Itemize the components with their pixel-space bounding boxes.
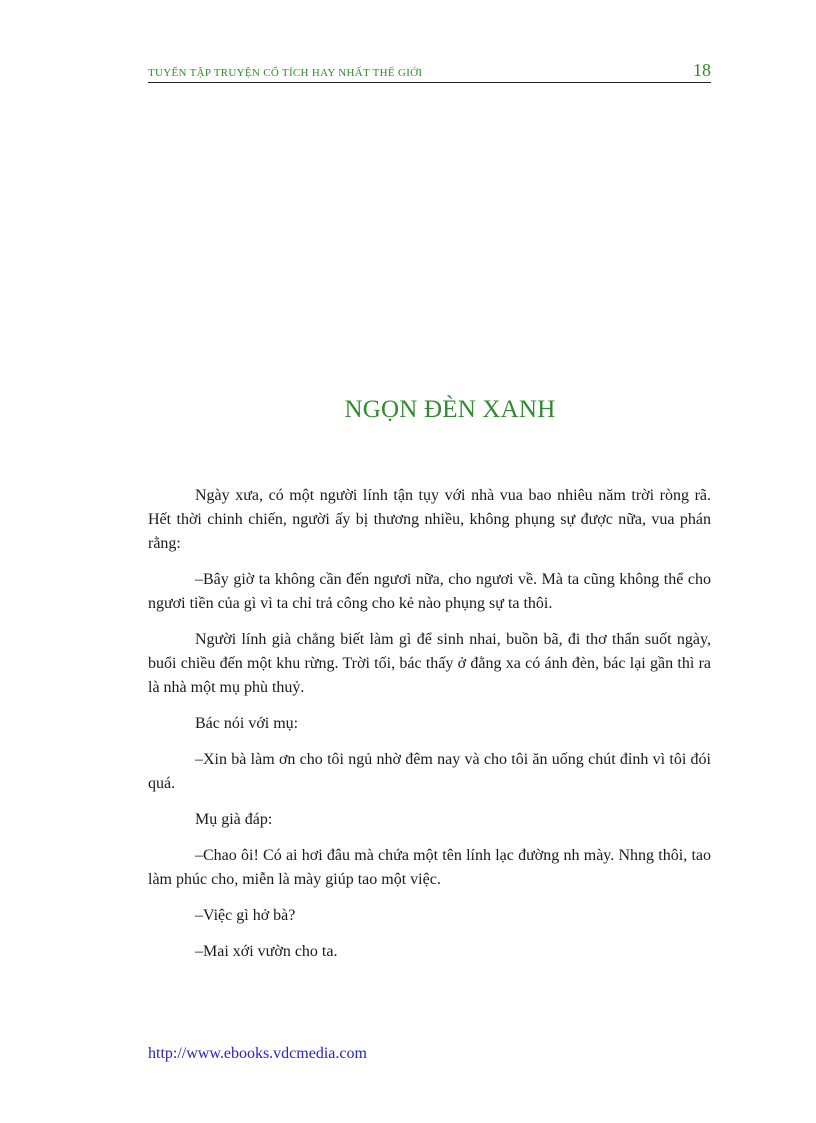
story-body (148, 484, 711, 976)
paragraph: Ngày xưa, có một người lính tận tụy với nhà vua bao nhiêu năm trời ròng rã. Hết thời chinh chiến, người ấy bị thương nhiều, không phụng sự được nữa, vua phán rằng: (148, 487, 711, 552)
paragraph: –Chao ôi! Có ai hơi đâu mà chứa một tên lính lạc đường nh mày. Nhng thôi, tao làm phúc cho, miễn là mày giúp tao một việc. (148, 847, 711, 888)
paragraph: –Việc gì hở bà? (195, 907, 296, 924)
story-title: NGỌN ĐÈN XANH (344, 396, 556, 423)
paragraph: –Xin bà làm ơn cho tôi ngủ nhờ đêm nay và cho tôi ăn uống chút đỉnh vì tôi đói quá. (148, 751, 711, 792)
paragraph: Bác nói với mụ: (195, 715, 299, 732)
paragraph: Người lính già chẳng biết làm gì để sinh nhai, buồn bã, đi thơ thẩn suốt ngày, buổi chiều đến một khu rừng. Trời tối, bác thấy ở đằng xa có ánh đèn, bác lại gần thì ra là nhà một mụ phù thuỷ. (148, 631, 711, 696)
footer-url-link[interactable]: http://www.ebooks.vdcmedia.com (148, 1045, 367, 1062)
paragraph: Mụ già đáp: (195, 811, 273, 828)
page-number: 18 (693, 60, 711, 80)
page-header (148, 60, 711, 83)
book-title: TUYỂN TẬP TRUYỆN CỔ TÍCH HAY NHẤT THẾ GIỚI (148, 67, 423, 79)
paragraph: –Mai xới vườn cho ta. (195, 943, 338, 960)
paragraph: –Bây giờ ta không cần đến ngươi nữa, cho ngươi về. Mà ta cũng không thể cho ngươi tiền của gì vì ta chỉ trả công cho kẻ nào phụng sự ta thôi. (148, 571, 711, 612)
